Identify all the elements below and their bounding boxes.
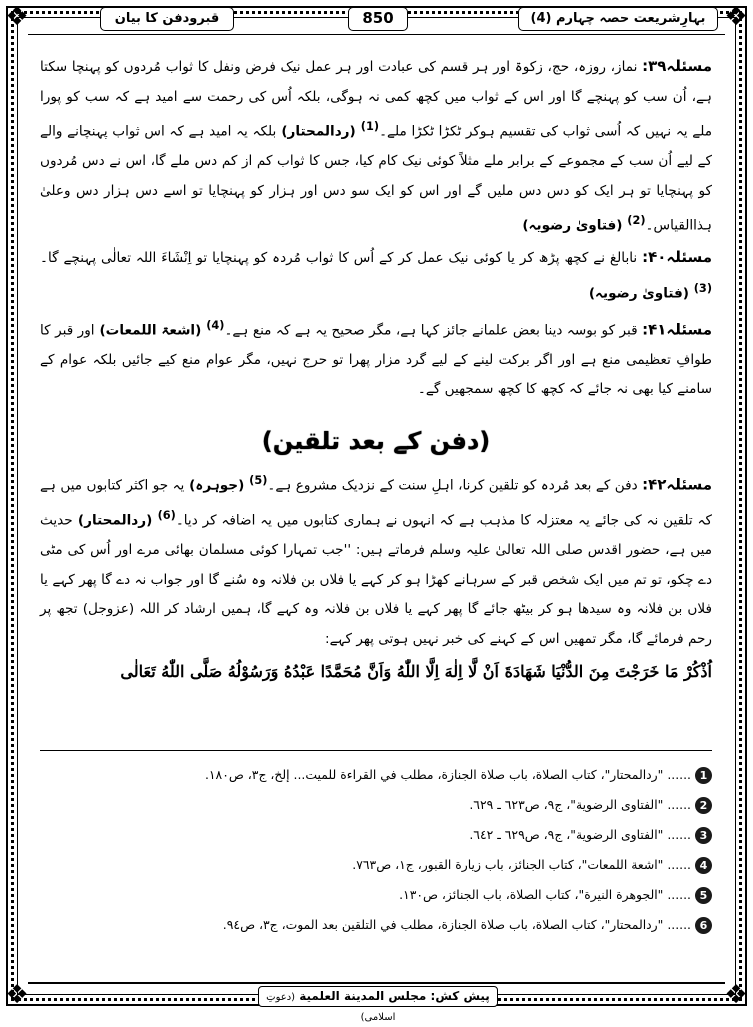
footnote-ref: (5) [249,473,268,488]
footnote-ref: (4) [206,317,225,332]
footnote-item [40,910,712,940]
footnote-ref: (3) [693,280,712,295]
footer-publisher: مجلس المدينة العلمية [299,989,427,1003]
footnote-leader: ...... [667,917,691,932]
citation: (جوہرہ) [184,477,250,494]
footnote-number: 6 [695,917,712,934]
book-title: بہارِشریعت حصہ چہارم (4) [518,7,718,31]
footnote-number: 2 [695,797,712,814]
footnote-number: 1 [695,767,712,784]
citation: (فتاویٰ رضویہ) [588,285,694,302]
masala-label: مسئلہ۴۰: [642,248,712,267]
corner-ornament-icon: ❖ [5,980,29,1010]
footnote-ref: (2) [627,213,646,228]
citation: (ردالمحتار) [72,512,158,529]
footnote-text: "الجوهرة النيرة"، كتاب الصلاة، باب الجنائز، ص١٣٠. [399,887,664,902]
masala-label: مسئلہ۴۲: [642,475,712,494]
footnote-ref: (1) [360,119,380,133]
citation: (ردالمحتار) [276,123,361,140]
page-number: 850 [348,7,408,31]
arabic-talqeen-text: اُذْكُرْ مَا خَرَجْتَ مِنَ الدُّنْيَا شَهَادَةَ اَنْ لَّا اِلٰهَ اِلَّا اللّٰهُ وَاَنَّ مُحَمَّدًا عَبْدُهُ وَرَسُوْلُهُ صَلَّى اللّٰهُ تَعَالٰى [120,662,712,682]
footnote-item [40,760,712,790]
main-text [40,52,712,688]
footnotes [40,760,712,940]
footnote-item [40,820,712,850]
section-heading-wrap [40,427,712,461]
masala-text: بلکہ یہ امید ہے کہ اس ثواب پہنچانے والے کے لیے اُن سب کے مجموعے کے برابر ملے مثلاً کوئی نیک کام کیا، جس کا ثواب کم از کم دس ملے گا، اس نے دس مُردوں کو پہنچایا تو ہر ایک کو دس دس ملیں گے اور اس کو ایک سو دس اور ہزار کو پہنچایا تو اسے دس ہزار دس وعلیٰ ہذاالقیاس۔ [40,123,712,234]
masala-text: اور قبر کا طوافِ تعظیمی منع ہے اور اگر برکت لینے کے لیے گرد مزار پھرا تو حرج نہیں، مگر عوام منع کیے جائیں بلکہ عوام کے سامنے کیا بھی نہ جائے کہ کچھ کا کچھ سمجھیں گے۔ [40,322,712,398]
masala-42 [40,466,712,654]
footnote-leader: ...... [667,887,691,902]
footnote-number: 5 [695,887,712,904]
footer-divider [28,982,725,984]
masala-text: یہ جو اکثر کتابوں میں ہے کہ تلقین نہ کی جائے یہ معتزلہ کا مذہب ہے کہ انہوں نے ہماری کتابوں میں یہ اضافہ کر دیا۔ [40,477,712,529]
footnote-text: "الفتاوى الرضوية"، ج٩، ص٦٢٣ ـ ٦٢٩. [469,797,664,812]
footnote-separator [40,750,712,751]
footnote-leader: ...... [667,767,691,782]
footnote-text: "اشعة اللمعات"، كتاب الجنائز، باب زيارة القبور، ج١، ص٧٦٣. [352,857,664,872]
section-title: قبرودفن کا بیان [100,7,234,31]
footnote-text: "الفتاوى الرضوية"، ج٩، ص٦٢٩ ـ ٦٤٢. [469,827,664,842]
masala-text: نابالغ نے کچھ پڑھ کر یا کوئی نیک عمل کر کے اُس کا ثواب مُردہ کو پہنچایا تو اِنْشَاءَ اللہ تعالٰی پہنچے گا۔ [40,250,643,267]
footnote-text: "ردالمحتار"، كتاب الصلاة، باب صلاة الجنازة، مطلب في التلقين بعد الموت، ج٣، ص٩٤. [222,917,664,932]
masala-39 [40,52,712,241]
section-heading: (دفن کے بعد تلقین) [261,426,491,455]
masala-text: نماز، روزہ، حج، زکوۃ اور ہر قسم کی عبادت اور ہر عمل نیک فرض ونفل کا ثواب مُردوں کو پہنچا سکتا ہے، اُن سب کو پہنچے گا اور اس کے ثواب میں کچھ کمی نہ ہوگی، بلکہ اُس کی رحمت سے امید ہے کہ سب کو پورا ملے یہ نہیں کہ اُسی ثواب کی تقسیم ہوکر ٹکڑا ٹکڑا ملے۔ [40,59,712,140]
corner-ornament-icon: ❖ [5,2,29,32]
masala-text: دفن کے بعد مُردہ کو تلقین کرنا، اہلِ سنت کے نزدیک مشروع ہے۔ [267,477,643,494]
footnote-leader: ...... [667,797,691,812]
footer-prefix: پیش کش: [430,989,490,1003]
footnote-number: 4 [695,857,712,874]
footnote-item [40,850,712,880]
masala-text: قبر کو بوسہ دینا بعض علمانے جائز کہا ہے، مگر صحیح یہ ہے کہ منع ہے۔ [224,322,643,339]
citation: (فتاویٰ رضویہ) [522,217,628,234]
citation: (اشعۃ اللمعات) [94,322,207,339]
footer-org: (دعوتِ اسلامی) [266,992,396,1023]
footnote-leader: ...... [667,827,691,842]
footnote-number: 3 [695,827,712,844]
footnote-item [40,790,712,820]
header-divider [28,34,725,35]
masala-label: مسئلہ۳۹: [642,57,712,75]
masala-label: مسئلہ۴۱: [642,320,713,339]
footnote-item [40,880,712,910]
publisher-footer [258,986,498,1023]
masala-40 [40,243,712,309]
masala-41 [40,311,712,405]
footnote-ref: (6) [157,508,176,523]
corner-ornament-icon: ❖ [724,980,748,1010]
masala-text: حدیث میں ہے، حضور اقدس صلی اللہ تعالیٰ علیہ وسلم فرماتے ہیں: ''جب تمہارا کوئی مسلمان بھائی مرے اور اُس کی مٹی دے چکو، تو تم میں ایک شخص قبر کے سرہانے کھڑا ہو کر کہے یا فلاں بن فلانہ وہ سُنے گا اور جواب نہ دے گا پھر کہے یا فلاں بن فلانہ وہ سیدھا ہو کر بیٹھ جائے گا پھر کہے یا فلاں بن فلانہ وہ کہے گا، ہمیں ارشاد کر اللہ (عزوجل) تجھ پر رحم فرمائے گا، مگر تمھیں اس کے کہنے کی خبر نہیں ہوتی پھر کہے: [40,512,712,647]
corner-ornament-icon: ❖ [724,2,748,32]
page-header [28,7,725,33]
footnote-leader: ...... [667,857,691,872]
footnote-text: "ردالمحتار"، كتاب الصلاة، باب صلاة الجنازة، مطلب في القراءة للميت... إلخ، ج٣، ص١٨٠. [204,767,664,782]
